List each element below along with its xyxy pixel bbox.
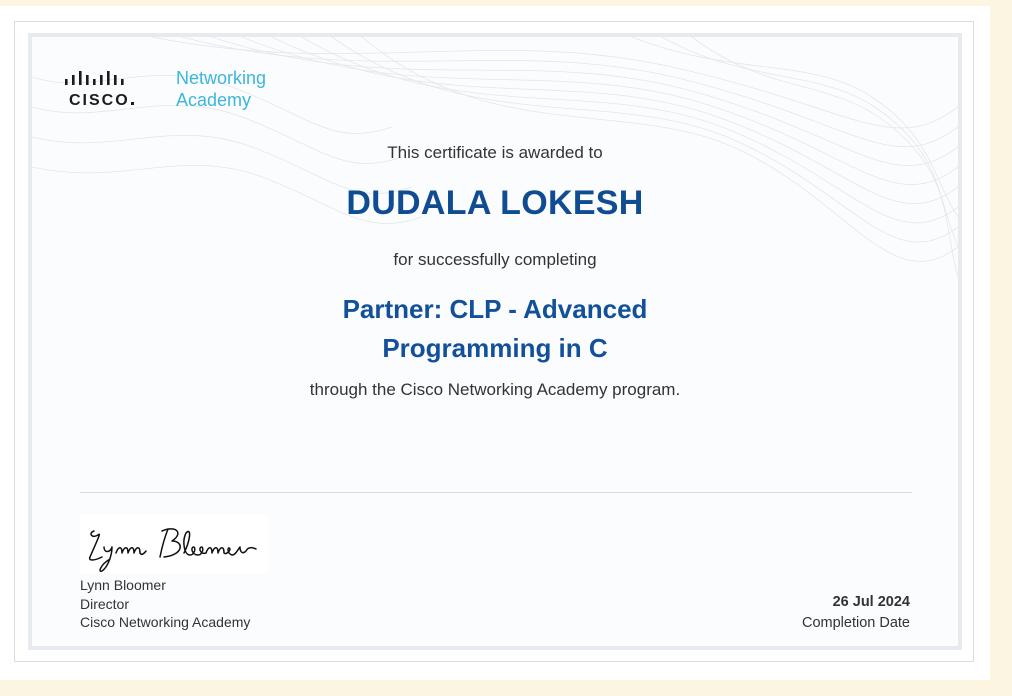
signatory-block (80, 576, 250, 632)
completion-date: 26 Jul 2024 (832, 594, 910, 610)
completion-date-label: Completion Date (802, 615, 910, 631)
logo-line-networking: Networking (176, 68, 267, 88)
cisco-wordmark: CISCO (69, 92, 134, 110)
course-title-line2: Programming in C (382, 333, 608, 363)
cisco-networking-academy-logo (63, 67, 267, 117)
cisco-bridge-bars-icon (63, 71, 135, 89)
program-text: through the Cisco Networking Academy program. (309, 380, 681, 399)
logo-line-academy: Academy (176, 90, 252, 110)
signatory-name: Lynn Bloomer (80, 577, 166, 593)
completion-date-block (802, 592, 910, 634)
networking-academy-label (176, 67, 266, 111)
certificate-sheet (0, 6, 990, 680)
signatory-title: Director (80, 595, 130, 612)
handwritten-signature (80, 515, 268, 573)
course-title (32, 290, 958, 368)
course-title-line1: Partner: CLP - Advanced (342, 294, 648, 324)
certificate-inner-frame (28, 33, 962, 650)
awarded-text: This certificate is awarded to (387, 143, 603, 162)
certificate-outer-frame (14, 21, 974, 662)
completing-text: for successfully completing (393, 250, 597, 269)
signatory-organization: Cisco Networking Academy (80, 614, 251, 630)
recipient-name: DUDALA LOKESH (346, 184, 644, 222)
signature-divider (80, 492, 912, 493)
